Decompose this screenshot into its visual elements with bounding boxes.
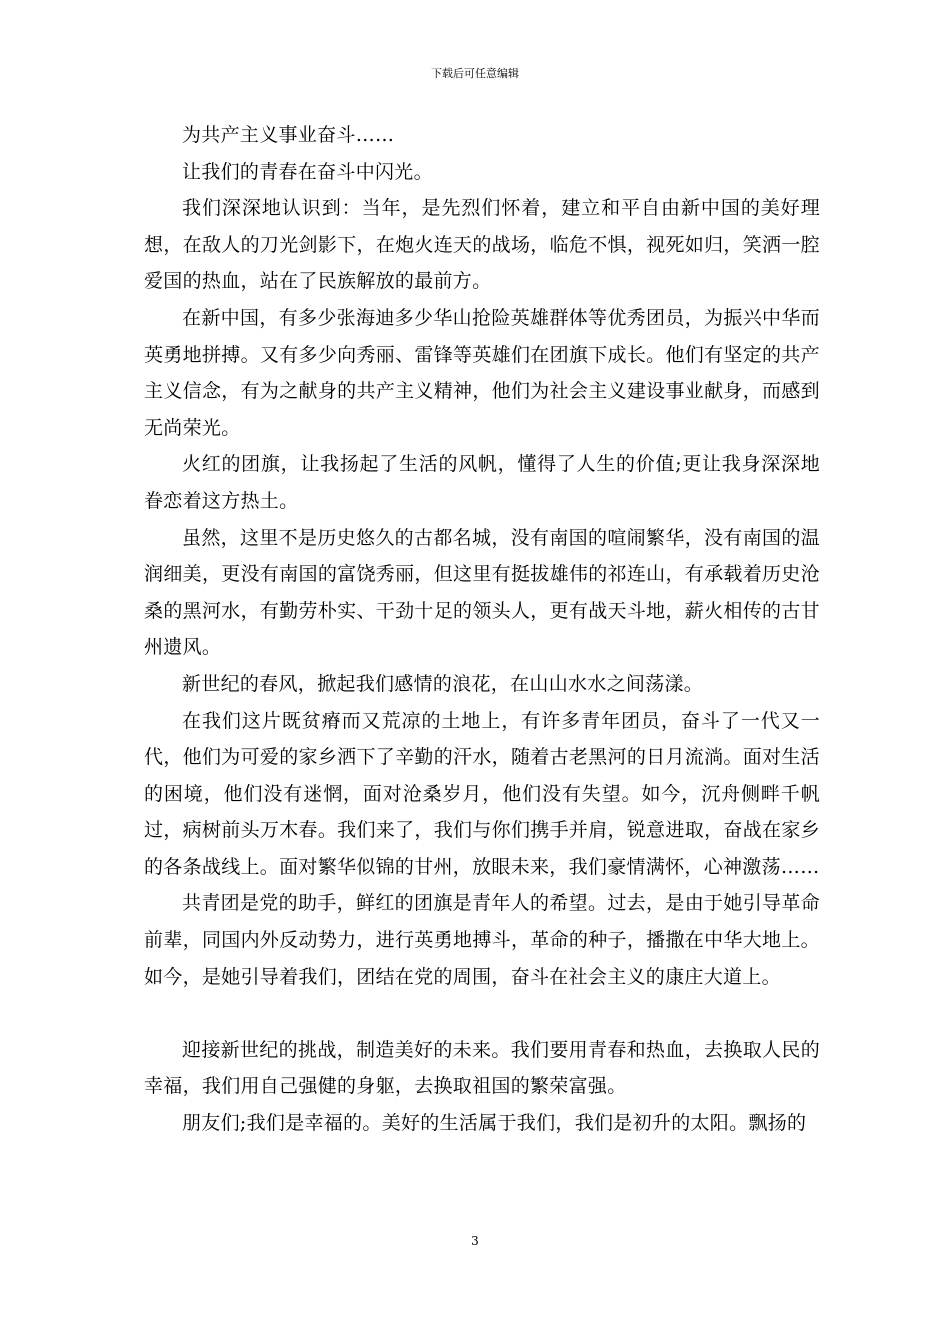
page-number: 3 — [471, 1234, 479, 1248]
page-header: 下载后可任意编辑 — [431, 67, 519, 80]
paragraph: 火红的团旗，让我扬起了生活的风帆，懂得了人生的价值;更让我身深深地眷恋着这方热土。 — [144, 453, 820, 512]
paragraph: 共青团是党的助手，鲜红的团旗是青年人的希望。过去，是由于她引导革命前辈，同国内外反动势力，进行英勇地搏斗，革命的种子，播撒在中华大地上。如今，是她引导着我们，团结在党的周围，奋斗在社会主义的康庄大道上。 — [144, 892, 820, 988]
paragraph: 虽然，这里不是历史悠久的古都名城，没有南国的喧闹繁华，没有南国的温润细美，更没有南国的富饶秀丽，但这里有挺拔雄伟的祁连山，有承载着历史沧桑的黑河水，有勤劳朴实、干劲十足的领头人，更有战天斗地，薪火相传的古甘州遗风。 — [144, 526, 820, 659]
document-body — [144, 117, 820, 1142]
blank-line — [144, 995, 820, 1032]
paragraph: 为共产主义事业奋斗…… — [182, 124, 395, 146]
paragraph: 朋友们;我们是幸福的。美好的生活属于我们，我们是初升的太阳。飘扬的 — [182, 1112, 807, 1135]
paragraph: 让我们的青春在奋斗中闪光。 — [182, 160, 433, 183]
paragraph: 我们深深地认识到：当年，是先烈们怀着，建立和平自由新中国的美好理想，在敌人的刀光剑影下，在炮火连天的战场，临危不惧，视死如归，笑洒一腔爱国的热血，站在了民族解放的最前方。 — [144, 197, 820, 293]
paragraph: 在我们这片既贫瘠而又荒凉的土地上，有许多青年团员，奋斗了一代又一代，他们为可爱的家乡洒下了辛勤的汗水，随着古老黑河的日月流淌。面对生活的困境，他们没有迷惘，面对沧桑岁月，他们没有失望。如今，沉舟侧畔千帆过，病树前头万木春。我们来了，我们与你们携手并肩，锐意进取，奋战在家乡的各条战线上。面对繁华似锦的甘州，放眼未来，我们豪情满怀，心神激荡…… — [144, 709, 820, 878]
paragraph: 迎接新世纪的挑战，制造美好的未来。我们要用青春和热血，去换取人民的幸福，我们用自己强健的身躯，去换取祖国的繁荣富强。 — [144, 1038, 820, 1098]
paragraph: 新世纪的春风，掀起我们感情的浪花，在山山水水之间荡漾。 — [182, 672, 704, 695]
paragraph: 在新中国，有多少张海迪多少华山抢险英雄群体等优秀团员，为振兴中华而英勇地拼搏。又有多少向秀丽、雷锋等英雄们在团旗下成长。他们有坚定的共产主义信念，有为之献身的共产主义精神，他们为社会主义建设事业献身，而感到无尚荣光。 — [144, 306, 820, 439]
